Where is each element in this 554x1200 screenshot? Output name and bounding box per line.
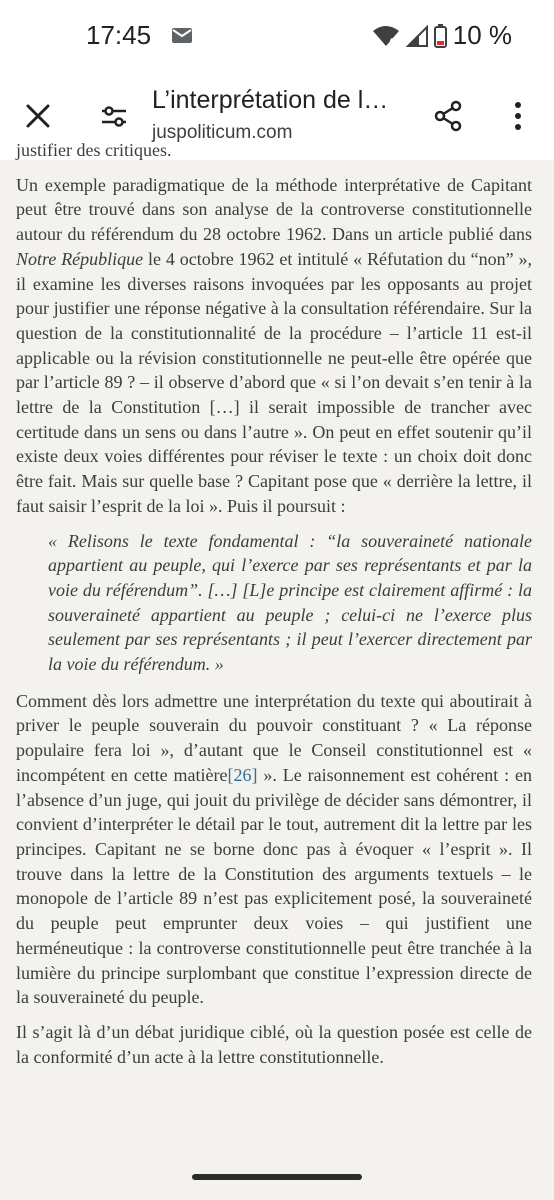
block-quote: « Relisons le texte fondamental : “la souveraineté nationale appartient au peuple, qui l’exerce par ses représentants et par la voie du référendum”. […] [L]e principe est clairement affirmé : la souveraineté appartient au peuple ; celui-ci ne l’exerce plus seulement par ses représentants ; il peut l’exercer directement par la voie du référendum. » [48,530,532,675]
page-url: juspoliticum.com [152,122,293,143]
battery-icon [434,24,447,48]
paragraph-debat: Il s’agit là d’un débat juridique ciblé, où la question posée est celle de la conformité d’un acte à la lettre constitutionnelle. [16,1021,532,1067]
more-vert-icon [513,101,523,131]
share-button[interactable] [430,98,466,134]
paragraph-capitant-example [16,173,532,519]
cut-off-line: justifier des critiques. [16,140,172,160]
p2-text-a: Comment dès lors admettre une interprétation du texte qui aboutirait à priver le peuple souverain du pouvoir constituant ? « La réponse populaire fera loi », d’autant que le Conseil constitutionnel est « incompétent en cette matière [16,690,532,785]
status-icons [372,20,512,51]
status-time: 17:45 [86,20,152,50]
status-bar [0,0,554,72]
mail-notification-icon [172,28,192,43]
battery-percent: 10 % [452,20,512,50]
home-gesture-handle[interactable] [192,1174,362,1180]
tune-icon [100,103,128,129]
web-content[interactable] [0,140,554,1172]
page-title: L’interprétation de l… [152,86,389,114]
close-icon [25,103,51,129]
wifi-icon [372,25,400,47]
article-body [16,138,532,1079]
share-icon [433,100,463,132]
close-button[interactable] [20,98,56,134]
notre-republique-title: Notre République [16,248,144,269]
p1-text-a: Un exemple paradigmatique de la méthode interprétative de Capitant peut être trouvé dans son analyse de la controverse constitutionnelle autour du référendum du 28 octobre 1962. Dans un article publié dans [16,174,532,245]
p1-text-b: le 4 octobre 1962 et intitulé « Réfutation du “non” », il examine les diverses raisons invoquées par les opposants au projet pour justifier une réponse négative à la consultation référendaire. Sur la question de la constitutionnalité de la procédure – l’article 11 est-il applicable ou la révision constitutionnelle ne peut-elle être opérée que par l’article 89 ? – il observe d’abord que « si l’on devait s’en tenir à la lettre de la Constitution […] il serait impossible de trancher avec certitude dans un sens ou dans l’autre ». On peut en effet soutenir qu’il existe deux voies différentes pour réviser le texte : un choix doit donc être fait. Mais sur quelle base ? Capitant pose que « derrière la lettre, il faut saisir l’esprit de la loi ». Puis il poursuit : [16,248,532,516]
gesture-nav-bar [0,1160,554,1200]
footnote-link-26[interactable]: [26] [227,764,258,785]
paragraph-interpretation [16,689,532,1010]
p2-text-b: ». Le raisonnement est cohérent : en l’absence d’un juge, qui jouit du privilège de décider sans démontrer, il convient d’interpréter le détail par le tout, autrement dit la lettre par les principes. Capitant ne se borne donc pas à évoquer « l’esprit ». Il trouve dans la lettre de la Constitution des arguments textuels – le monopole de l’article 89 n’est pas explicitement posé, la souveraineté du peuple peut emprunter deux voies – qui justifient une herméneutique : la controverse constitutionnelle peut être tranchée à la lumière du principe surplombant que constitue l’expression directe de la souveraineté du peuple. [16,764,532,1008]
overflow-menu-button[interactable] [500,98,536,134]
page-info-button[interactable] [96,98,132,134]
cell-signal-icon [406,25,428,47]
